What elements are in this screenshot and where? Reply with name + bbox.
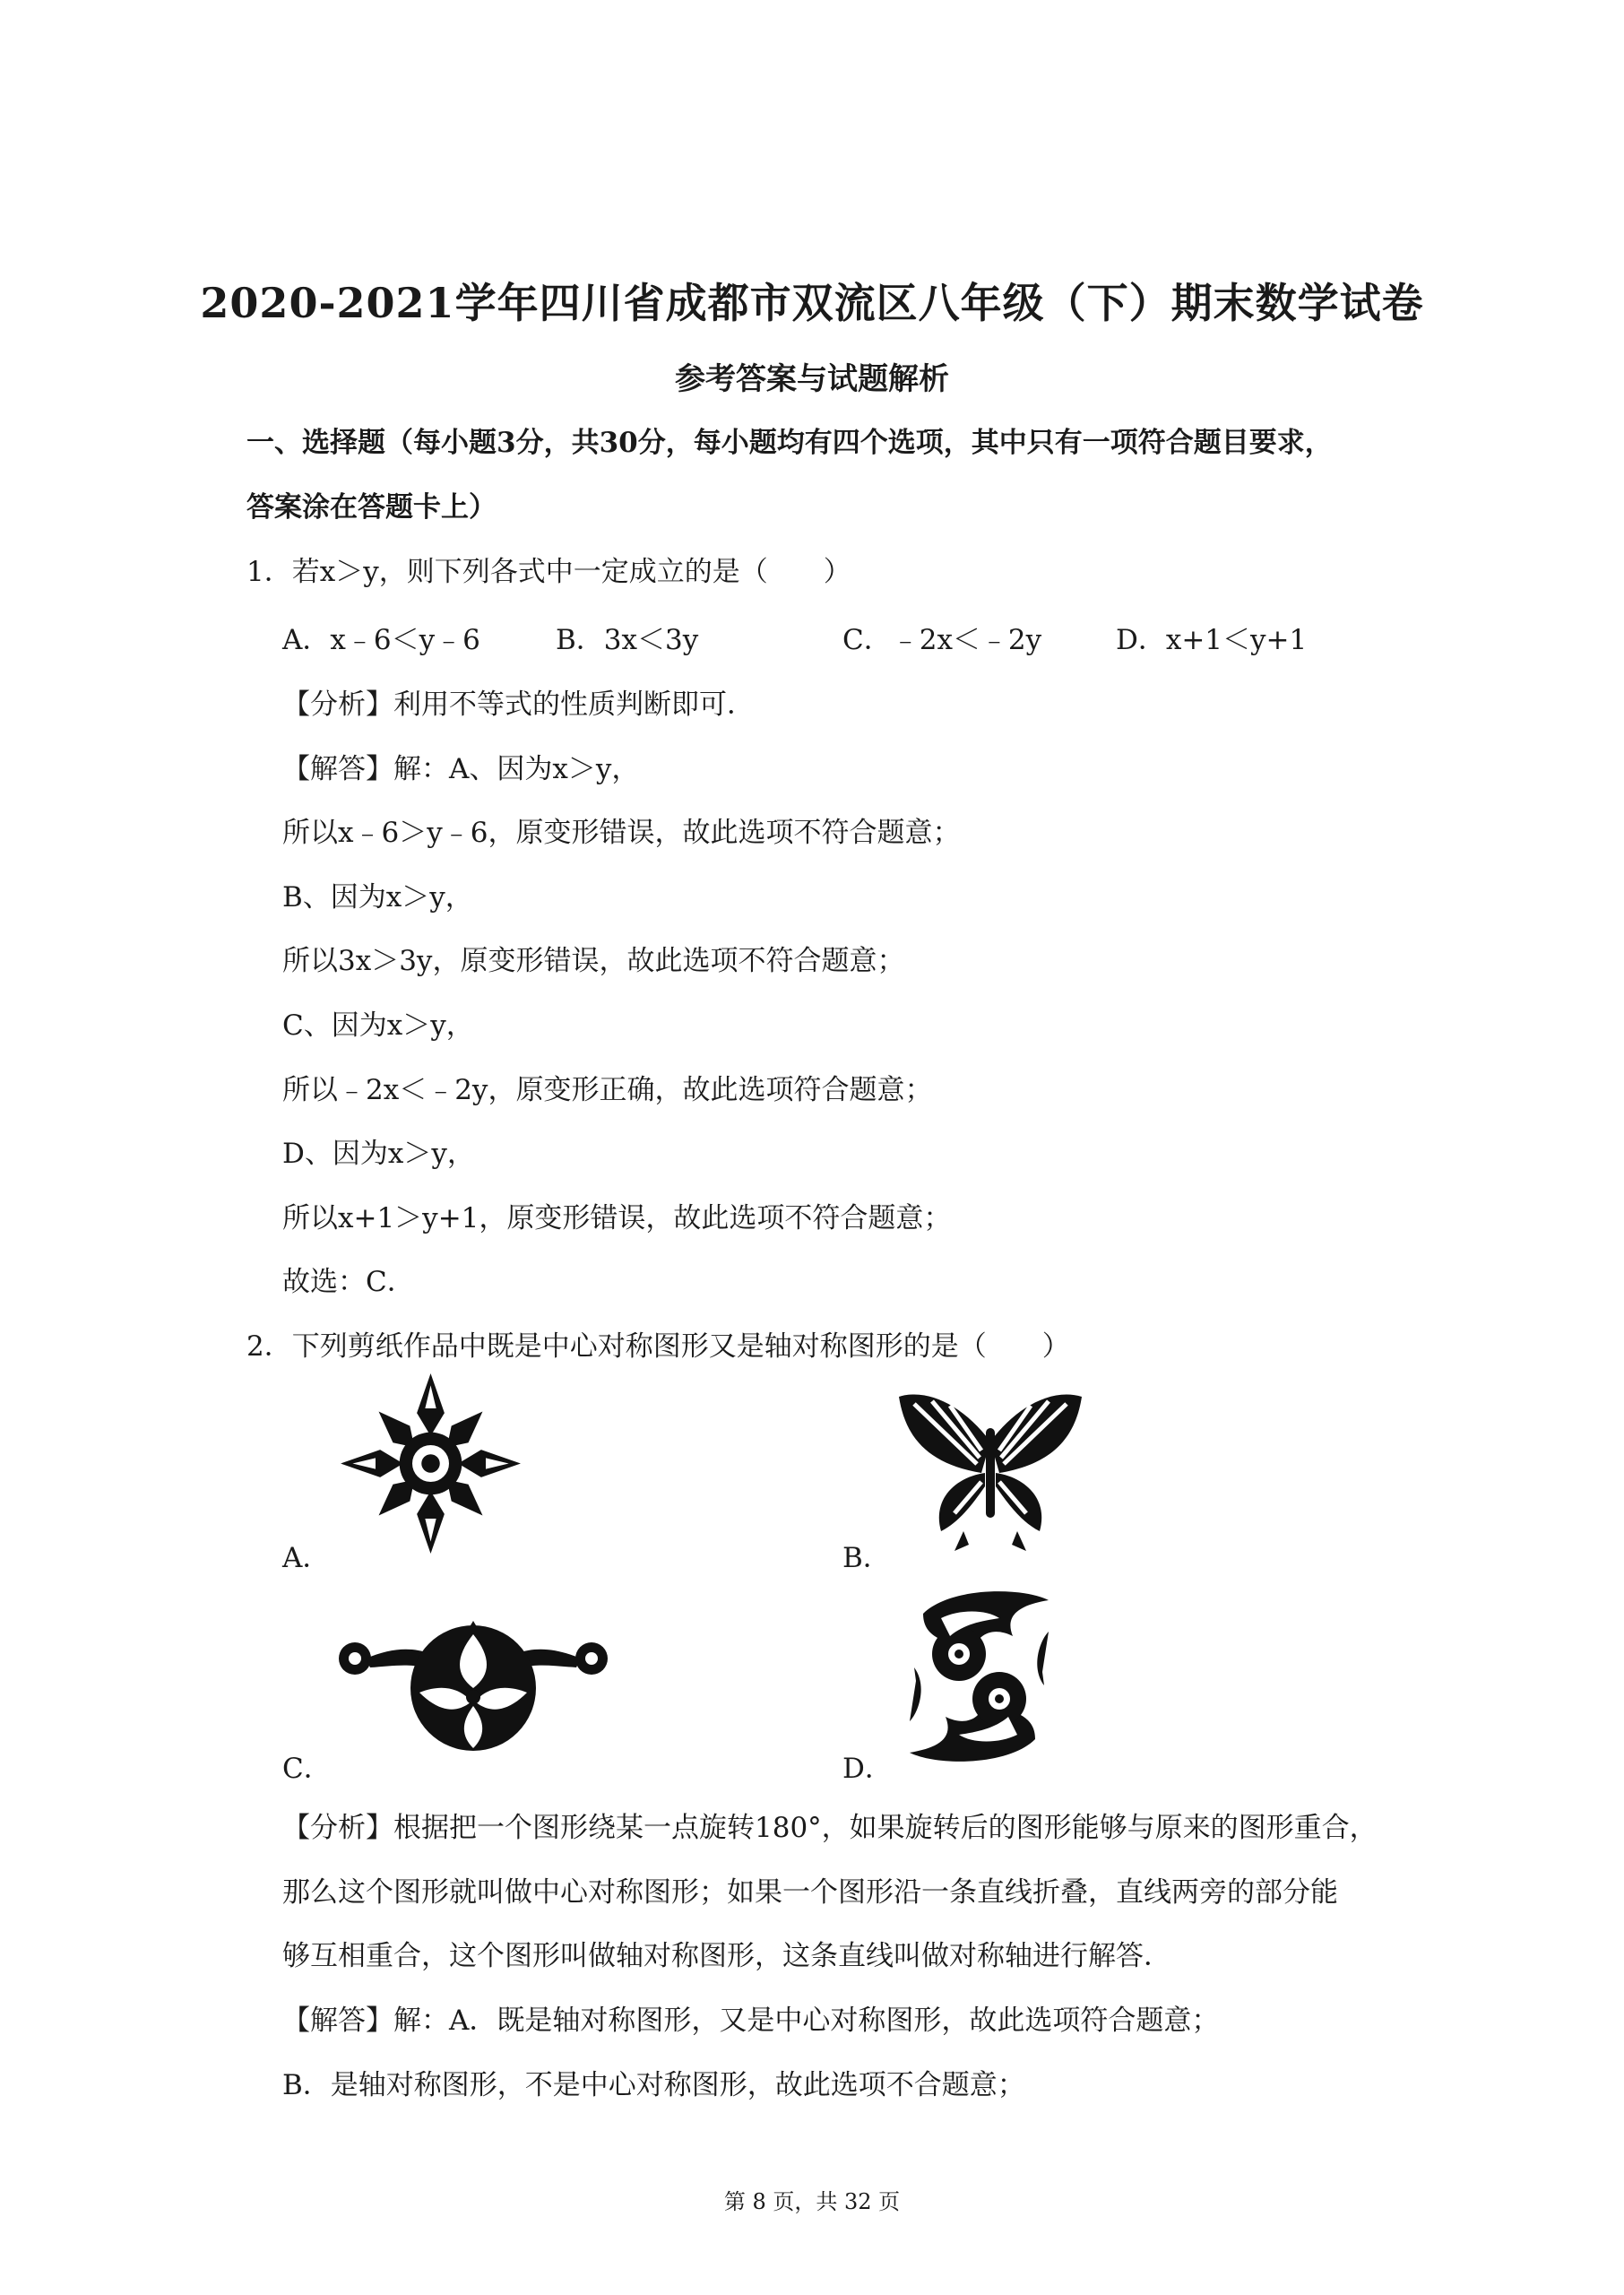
q1-solution-line: D、因为x＞y，	[282, 1138, 475, 1170]
q1-stem: 1．若x＞y，则下列各式中一定成立的是（ ）	[246, 556, 851, 588]
q1-option-a: A．x﹣6＜y﹣6	[282, 624, 480, 656]
q1-solution-line: B、因为x＞y，	[282, 881, 473, 914]
q2-label-d: D．	[842, 1753, 893, 1785]
page-title: 2020-2021学年四川省成都市双流区八年级（下）期末数学试卷	[200, 279, 1424, 327]
q2-stem: 2．下列剪纸作品中既是中心对称图形又是轴对称图形的是（ ）	[246, 1330, 1070, 1363]
page-footer: 第 8 页，共 32 页	[723, 2189, 901, 2214]
q2-analysis-line: 那么这个图形就叫做中心对称图形；如果一个图形沿一条直线折叠，直线两旁的部分能	[282, 1876, 1338, 1909]
q2-analysis-line: 够互相重合，这个图形叫做轴对称图形，这条直线叫做对称轴进行解答．	[282, 1940, 1171, 1972]
q1-option-c: C．﹣2x＜﹣2y	[842, 624, 1042, 656]
q2-label-a: A．	[282, 1542, 331, 1574]
paper-cut-floral-scroll-figure	[339, 1603, 608, 1760]
q1-solution-line: 所以3x＞3y，原变形错误，故此选项不符合题意；	[282, 945, 905, 977]
q2-solution-line: B．是轴对称图形，不是中心对称图形，故此选项不合题意；	[282, 2069, 1025, 2101]
page-subtitle: 参考答案与试题解析	[675, 361, 949, 397]
paper-cut-swirl-figure	[905, 1587, 1053, 1766]
section-heading-line-2: 答案涂在答题卡上）	[246, 491, 497, 524]
q2-label-c: C．	[282, 1753, 332, 1785]
q1-analysis: 【分析】利用不等式的性质判断即可．	[282, 688, 755, 721]
q1-solution-line: C、因为x＞y，	[282, 1009, 474, 1042]
q1-option-b: B．3x＜3y	[556, 624, 699, 656]
q2-analysis-line: 【分析】根据把一个图形绕某一点旋转180°，如果旋转后的图形能够与原来的图形重合，	[282, 1812, 1378, 1844]
q1-solution-line: 所以x﹣6＞y﹣6，原变形错误，故此选项不符合题意；	[282, 817, 961, 849]
section-heading-line-1: 一、选择题（每小题3分，共30分，每小题均有四个选项，其中只有一项符合题目要求，	[246, 427, 1333, 459]
q1-solution-line: 故选：C．	[282, 1266, 415, 1298]
paper-cut-flower-figure	[339, 1372, 523, 1555]
q2-label-b: B．	[842, 1542, 891, 1574]
paper-cut-butterfly-figure	[892, 1388, 1089, 1554]
q1-solution-line: 所以x+1＞y+1，原变形错误，故此选项不符合题意；	[282, 1202, 952, 1234]
q1-option-d: D．x+1＜y+1	[1116, 624, 1308, 656]
q1-solution-line: 所以﹣2x＜﹣2y，原变形正确，故此选项符合题意；	[282, 1074, 933, 1106]
q2-solution-line: 【解答】解：A．既是轴对称图形，又是中心对称图形，故此选项符合题意；	[282, 2005, 1220, 2037]
q1-solution-line: 【解答】解：A、因为x＞y，	[282, 753, 640, 785]
